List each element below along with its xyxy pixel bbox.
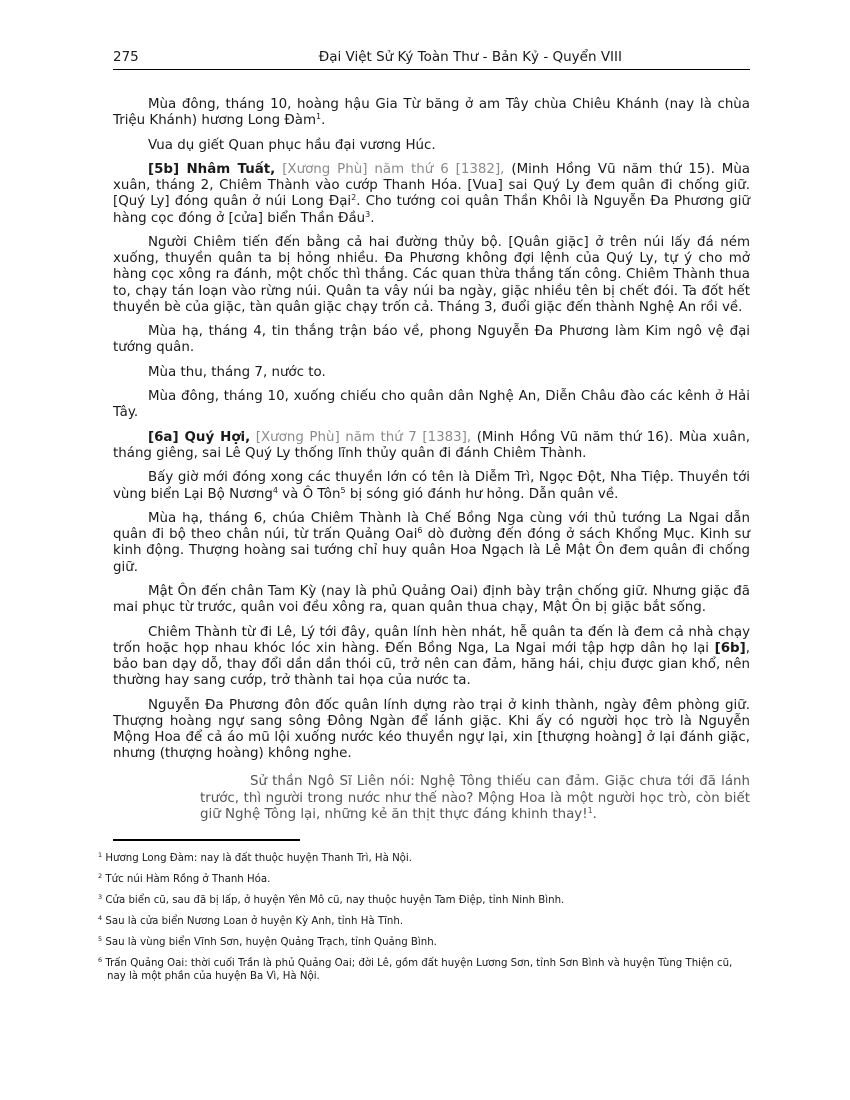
footnote-ref[interactable]: 5	[340, 485, 346, 495]
main-text	[113, 97, 750, 823]
paragraph: Bấy giờ mới đóng xong các thuyền lớn có tên là Diễm Trì, Ngọc Đột, Nha Tiệp. Thuyền tới vùng biển Lại Bộ Nương$^4$ và Ô Tôn$^5$ bị sóng gió đánh hư hỏng. Dẫn quân về.	[113, 470, 750, 502]
year-heading: [5b] Nhâm Tuất,	[148, 161, 276, 177]
reign-year: [Xương Phù] năm thứ 6 [1382],	[275, 161, 505, 177]
footnote-ref[interactable]: 1	[587, 805, 593, 815]
paragraph: Mùa hạ, tháng 6, chúa Chiêm Thành là Chế Bồng Nga cùng với thủ tướng La Ngai dẫn quân đi bộ theo chân núi, từ trấn Quảng Oai$^6$ dò đường đến đóng ở sách Khổng Mục. Kinh sư kinh động. Thượng hoàng sai tướng chỉ huy quân Hoa Ngạch là Lê Mật Ôn đem quân đi chống giữ.	[113, 510, 750, 575]
footnote-ref[interactable]: 3	[365, 209, 371, 219]
historian-commentary: Sử thần Ngô Sĩ Liên nói: Nghệ Tông thiếu can đảm. Giặc chưa tới đã lánh trước, thì người trong nước như thế nào? Mộng Hoa là một người học trò, còn biết giữ Nghệ Tông lại, những kẻ ăn thịt thực đáng khinh thay!$^1$.	[200, 774, 750, 822]
footnote-ref[interactable]: 1	[316, 112, 322, 122]
footnote-ref[interactable]: 6	[417, 526, 423, 536]
page-number: 275	[113, 49, 139, 65]
footnote-ref[interactable]: 4	[272, 485, 278, 495]
paragraph: Mật Ôn đến chân Tam Kỳ (nay là phủ Quảng Oai) định bày trận chống giữ. Nhưng giặc đã mai phục từ trước, quân voi đều xông ra, quan quân thua chạy, Mật Ôn bị giặc bắt sống.	[113, 583, 750, 616]
footnote: $^1$ Hương Long Đàm: nay là đất thuộc huyện Thanh Trì, Hà Nội.	[98, 851, 412, 864]
year-heading: [6a] Quý Hợi,	[148, 429, 251, 445]
footnote: $^2$ Tức núi Hàm Rồng ở Thanh Hóa.	[98, 872, 271, 885]
paragraph: Chiêm Thành từ đi Lê, Lý tới đây, quân lính hèn nhát, hễ quân ta đến là đem cả nhà chạy trốn hoặc họp nhau khóc lóc xin hàng. Đến Bồng Nga, La Ngai mới tập hợp dân họ lại [6b], bảo ban dạy dỗ, thay đổi dần dần thói cũ, trở nên can đảm, hăng hái, chịu được gian khổ, nên thường hay sang cướp, trở thành tai họa của nước ta.	[113, 624, 750, 689]
footnote: $^4$ Sau là cửa biển Nương Loan ở huyện Kỳ Anh, tỉnh Hà Tĩnh.	[98, 914, 404, 927]
paragraph: Nguyễn Đa Phương đôn đốc quân lính dựng rào trại ở kinh thành, ngày đêm phòng giữ. Thượng hoàng ngự sang sông Đông Ngàn để lánh giặc. Khi ấy có người học trò là Nguyễn Mộng Hoa để cả áo mũ lội xuống nước kéo thuyền ngự lại, xin [thượng hoàng] ở lại đánh giặc, nhưng (thượng hoàng) không nghe.	[113, 697, 750, 762]
footnotes	[98, 852, 752, 991]
paragraph: Mùa thu, tháng 7, nước to.	[148, 364, 326, 380]
paragraph: Mùa hạ, tháng 4, tin thắng trận báo về, phong Nguyễn Đa Phương làm Kim ngô vệ đại tướng quân.	[113, 324, 750, 356]
paragraph: Vua dụ giết Quan phục hầu đại vương Húc.	[148, 137, 436, 153]
page-header	[113, 49, 750, 70]
footnote-ref[interactable]: 2	[351, 193, 357, 203]
running-title: Đại Việt Sử Ký Toàn Thư - Bản Kỷ - Quyển VIII	[318, 49, 622, 65]
footnote: $^5$ Sau là vùng biển Vĩnh Sơn, huyện Quảng Trạch, tỉnh Quảng Bình.	[98, 935, 437, 948]
footnote-divider	[113, 839, 300, 841]
footnote: $^6$ Trấn Quảng Oai: thời cuối Trần là phủ Quảng Oai; đời Lê, gồm đất huyện Lương Sơn, tỉnh Sơn Bình và huyện Tùng Thiện cũ, nay là một phần của huyện Ba Vì, Hà Nội.	[98, 956, 733, 982]
paragraph: [6a] Quý Hợi, [Xương Phù] năm thứ 7 [1383], (Minh Hồng Vũ năm thứ 16). Mùa xuân, tháng giêng, sai Lê Quý Ly thống lĩnh thủy quân đi đánh Chiêm Thành.	[113, 429, 750, 461]
reign-year: [Xương Phù] năm thứ 7 [1383],	[250, 429, 472, 445]
paragraph: Người Chiêm tiến đến bằng cả hai đường thủy bộ. [Quân giặc] ở trên núi lấy đá ném xuống, thuyền quân ta bị hỏng nhiều. Đa Phương không đợi lệnh của Quý Ly, tự ý cho mở hàng cọc xông ra đánh, một chốc thì thắng. Các quan thừa thắng tấn công. Chiêm Thành thua to, chạy tán loạn vào rừng núi. Quân ta vây núi ba ngày, giặc nhiều tên bị chết đói. Ta đốt hết thuyền bè của giặc, tàn quân giặc chạy trốn cả. Tháng 3, đuổi giặc đến thành Nghệ An rồi về.	[113, 234, 750, 315]
page-marker: [6b]	[714, 640, 746, 656]
paragraph: Mùa đông, tháng 10, xuống chiếu cho quân dân Nghệ An, Diễn Châu đào các kênh ở Hải Tây.	[113, 389, 750, 421]
paragraph: Mùa đông, tháng 10, hoàng hậu Gia Từ băng ở am Tây chùa Chiêu Khánh (nay là chùa Triệu Khánh) hương Long Đàm$^1$.	[113, 97, 750, 129]
paragraph: [5b] Nhâm Tuất, [Xương Phù] năm thứ 6 [1382], (Minh Hồng Vũ năm thứ 15). Mùa xuân, tháng 2, Chiêm Thành vào cướp Thanh Hóa. [Vua] sai Quý Ly đem quân đi chống giữ. [Quý Ly] đóng quân ở núi Long Đại$^2$. Cho tướng coi quân Thần Khôi là Nguyễn Đa Phương giữ hàng cọc đóng ở [cửa] biển Thần Đầu$^3$.	[113, 161, 751, 226]
footnote: $^3$ Cửa biển cũ, sau đã bị lấp, ở huyện Yên Mô cũ, nay thuộc huyện Tam Điệp, tỉnh Ninh Bình.	[98, 893, 565, 906]
